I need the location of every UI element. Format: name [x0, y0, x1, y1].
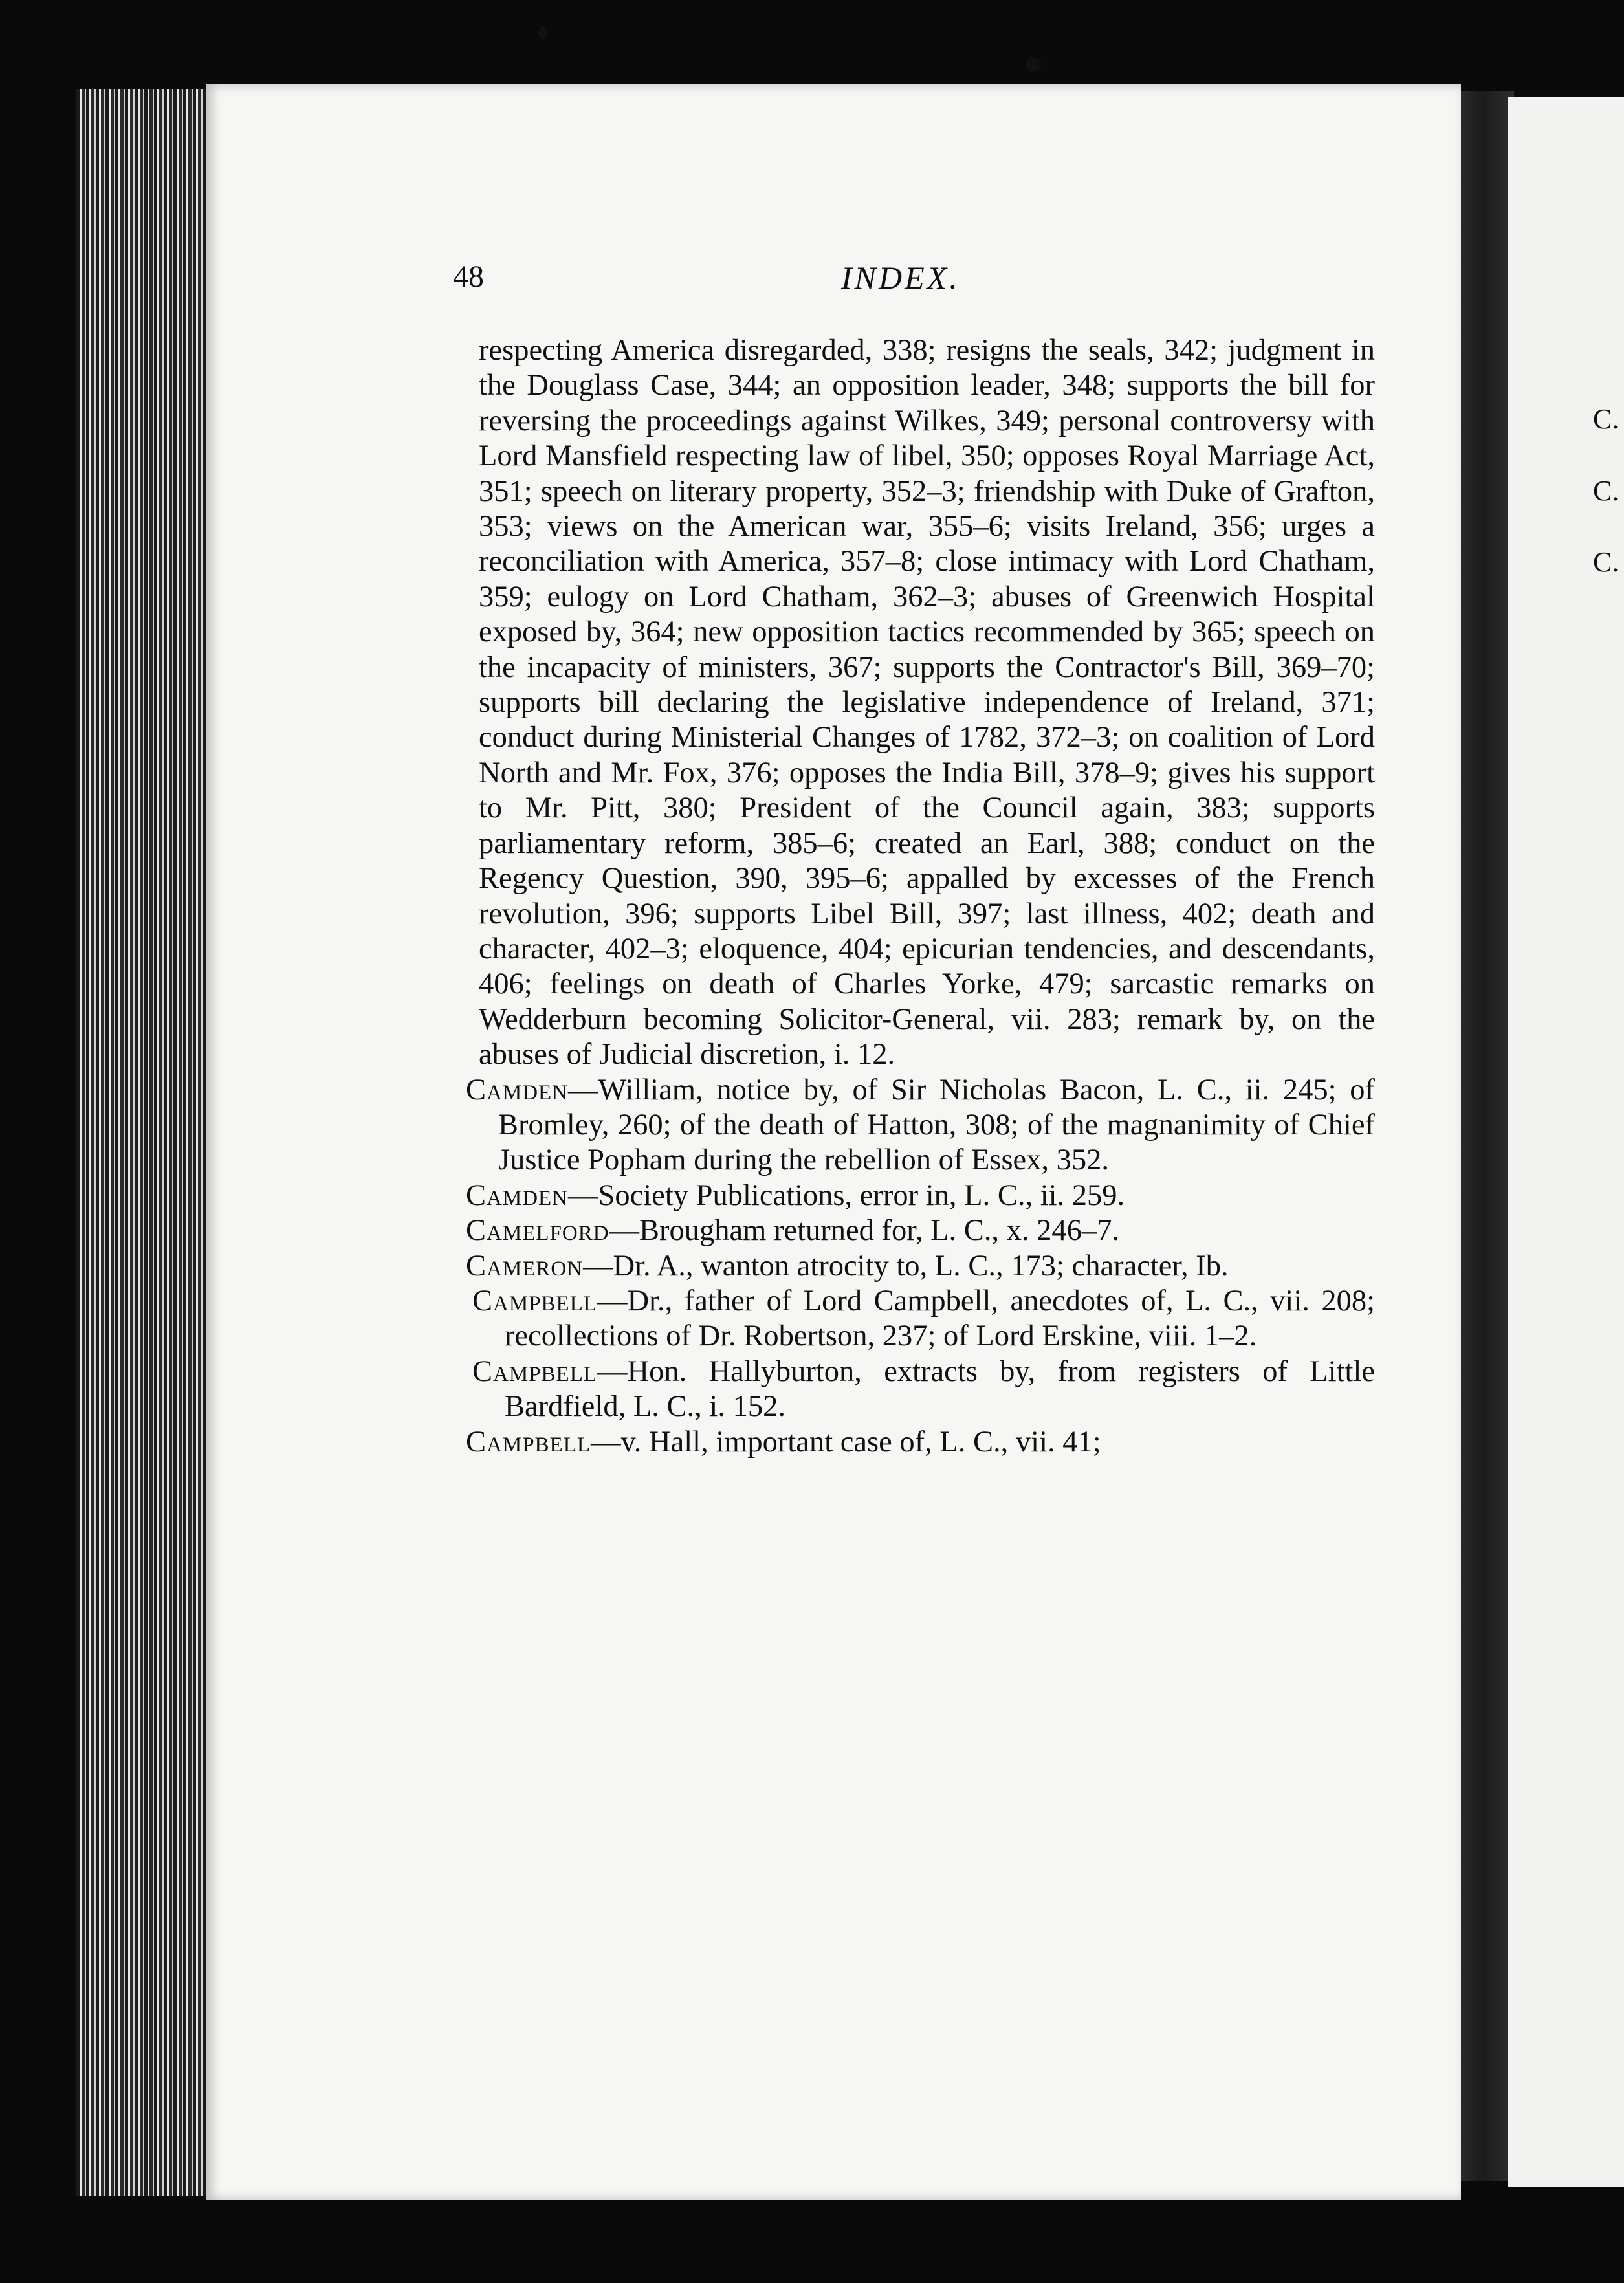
running-title: INDEX. [841, 259, 960, 296]
entry-headword: Camden [466, 1178, 569, 1212]
entry-headword: Campbell [472, 1354, 598, 1388]
index-entry [466, 1249, 1375, 1284]
index-entry [466, 1213, 1375, 1248]
entry-headword: Cameron [466, 1249, 584, 1283]
entry-text: —Dr. A., wanton atrocity to, L. C., 173; character, Ib. [583, 1249, 1229, 1283]
entry-text: —Brougham returned for, L. C., x. 246–7. [609, 1214, 1120, 1248]
entry-headword: Campbell [472, 1284, 598, 1318]
entry-headword: Camden [466, 1073, 569, 1107]
entry-text: —Society Publications, error in, L. C., ii. 259. [568, 1178, 1125, 1212]
facing-page-mark: C. [1593, 475, 1619, 507]
page-header [453, 259, 1359, 304]
scan-speck [538, 26, 547, 39]
facing-page-mark: C. [1593, 546, 1619, 578]
entry-headword: Camelford [466, 1214, 609, 1248]
entry-text: —Hon. Hallyburton, extracts by, from registers of Little Bardfield, L. C., i. 152. [505, 1354, 1375, 1424]
entry-headword: Campbell [466, 1425, 591, 1459]
entry-text: —William, notice by, of Sir Nicholas Bacon, L. C., ii. 245; of Bromley, 260; of the death of Hatton, 308; of the magnanimity of Chief Justice Popham during the rebellion of Essex, 352. [498, 1073, 1375, 1177]
index-entry [466, 1178, 1375, 1213]
index-entry [472, 1354, 1375, 1425]
entry-text: —Dr., father of Lord Campbell, anecdotes of, L. C., vii. 208; recollections of Dr. Robertson, 237; of Lord Erskine, viii. 1–2. [505, 1284, 1375, 1353]
entry-text: —v. Hall, important case of, L. C., vii. 41; [591, 1425, 1101, 1459]
page-number: 48 [453, 259, 484, 294]
index-entry [466, 1425, 1375, 1460]
scan-speck [1026, 57, 1041, 71]
index-entry [472, 1284, 1375, 1354]
continuation-entry: respecting America disregarded, 338; resigns the seals, 342; judgment in the Douglass Case, 344; an opposition leader, 348; supports the bill for reversing the proceedings against Wilkes, 349; personal controversy with Lord Mansfield respecting law of libel, 350; opposes Royal Marriage Act, 351; speech on literary property, 352–3; friendship with Duke of Grafton, 353; views on the American war, 355–6; visits Ireland, 356; urges a reconciliation with America, 357–8; close intimacy with Lord Chatham, 359; eulogy on Lord Chatham, 362–3; abuses of Greenwich Hospital exposed by, 364; new opposition tactics recommended by 365; speech on the incapacity of ministers, 367; supports the Contractor's Bill, 369–70; supports bill declaring the legislative independence of Ireland, 371; conduct during Ministerial Changes of 1782, 372–3; on coalition of Lord North and Mr. Fox, 376; opposes the India Bill, 378–9; gives his support to Mr. Pitt, 380; President of the Council again, 383; supports parliamentary reform, 385–6; created an Earl, 388; conduct on the Regency Question, 390, 395–6; appalled by excesses of the French revolution, 396; supports Libel Bill, 397; last illness, 402; death and character, 402–3; eloquence, 404; epicurian tendencies, and descendants, 406; feelings on death of Charles Yorke, 479; sarcastic remarks on Wedderburn becoming Solicitor-General, vii. 283; remark by, on the abuses of Judicial discretion, i. 12. [479, 334, 1375, 1072]
facing-page-mark: C. [1593, 403, 1619, 435]
index-text [466, 333, 1375, 1460]
index-entry [466, 1073, 1375, 1178]
